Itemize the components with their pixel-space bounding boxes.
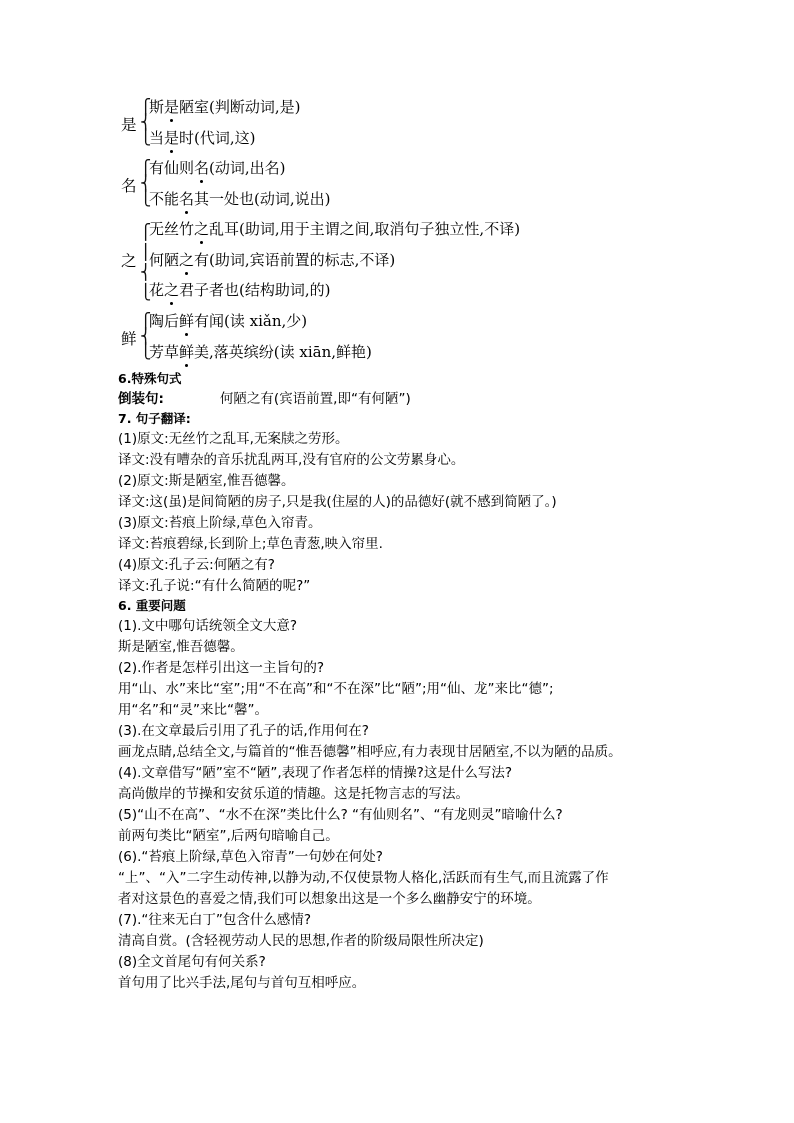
group-char: 鲜 (121, 330, 137, 348)
answer: 用“山、水”来比“室”;用“不在高”和“不在深”比“陋”;用“仙、龙”来比“德”; (118, 681, 554, 697)
answer: 斯是陋室,惟吾德馨。 (118, 639, 244, 655)
answer: 画龙点睛,总结全文,与篇首的“惟吾德馨”相呼应,有力表现甘居陋室,不以为陋的品质。 (118, 744, 622, 760)
section-title-sentence-pattern: 6.特殊句式 (118, 371, 182, 386)
brace-icon: ⎧ ⎪ ⎨ ⎩ (140, 223, 152, 301)
translation-text: 译文:孔子说:“有什么简陋的呢?” (118, 578, 311, 594)
brace-icon: ⎧ ⎨ ⎩ (140, 98, 152, 146)
translation-text: 译文:这(虽)是间简陋的房子,只是我(住屋的人)的品德好(就不感到简陋了。) (118, 494, 557, 510)
group-item: 有仙则名(动词,出名) (149, 159, 286, 177)
group-item: 无丝竹之乱耳(助词,用于主谓之间,取消句子独立性,不译) (149, 220, 521, 238)
answer: 者对这景色的喜爱之情,我们可以想象出这是一个多么幽静安宁的环境。 (118, 891, 541, 907)
answer: 高尚傲岸的节操和安贫乐道的情趣。这是托物言志的写法。 (118, 786, 469, 802)
translation-text: 译文:苔痕碧绿,长到阶上;草色青葱,映入帘里. (118, 536, 383, 552)
group-item: 芳草鲜美,落英缤纷(读 xiān,鲜艳) (149, 343, 372, 361)
inversion-line: 倒装句: 何陋之有(宾语前置,即“有何陋”) (118, 391, 411, 407)
answer: 清高自赏。(含轻视劳动人民的思想,作者的阶级局限性所决定) (118, 933, 484, 949)
answer: 首句用了比兴手法,尾句与首句互相呼应。 (118, 975, 366, 991)
question: (7).“往来无白丁”包含什么感情? (118, 912, 312, 928)
section-title-translation: 7. 句子翻译: (118, 411, 191, 426)
translation-source: (2)原文:斯是陋室,惟吾德馨。 (118, 473, 295, 489)
group-char: 是 (121, 116, 137, 134)
brace-icon: ⎧ ⎨ ⎩ (140, 159, 152, 207)
translation-source: (4)原文:孔子云:何陋之有? (118, 557, 275, 573)
answer: 前两句类比“陋室”,后两句暗喻自己。 (118, 828, 339, 844)
question: (1).文中哪句话统领全文大意? (118, 618, 298, 634)
question: (4).文章借写“陋”室不“陋”,表现了作者怎样的情操?这是什么写法? (118, 765, 513, 781)
brace-icon: ⎧ ⎨ ⎩ (140, 312, 152, 360)
translation-source: (3)原文:苔痕上阶绿,草色入帘青。 (118, 515, 322, 531)
group-char: 名 (121, 177, 137, 195)
question: (5)“山不在高”、“水不在深”类比什么? “有仙则名”、“有龙则灵”暗喻什么? (118, 807, 563, 823)
group-item: 花之君子者也(结构助词,的) (149, 281, 331, 299)
question: (8)全文首尾句有何关系? (118, 954, 266, 970)
answer: 用“名”和“灵”来比“馨”。 (118, 702, 268, 718)
section-title-questions: 6. 重要问题 (118, 598, 186, 613)
group-item: 当是时(代词,这) (149, 129, 256, 147)
group-item: 斯是陋室(判断动词,是) (149, 98, 301, 116)
group-item: 陶后鲜有闻(读 xiǎn,少) (149, 312, 308, 330)
question: (6).“苔痕上阶绿,草色入帘青”一句妙在何处? (118, 849, 383, 865)
question: (3).在文章最后引用了孔子的话,作用何在? (118, 723, 369, 739)
translation-text: 译文:没有嘈杂的音乐扰乱两耳,没有官府的公文劳累身心。 (118, 452, 465, 468)
answer: “上”、“入”二字生动传神,以静为动,不仅使景物人格化,活跃而有生气,而且流露了作 (118, 870, 609, 886)
group-item: 不能名其一处也(动词,说出) (149, 190, 331, 208)
group-item: 何陋之有(助词,宾语前置的标志,不译) (149, 251, 396, 269)
group-char: 之 (121, 252, 137, 270)
translation-source: (1)原文:无丝竹之乱耳,无案牍之劳形。 (118, 431, 349, 447)
question: (2).作者是怎样引出这一主旨句的? (118, 660, 325, 676)
